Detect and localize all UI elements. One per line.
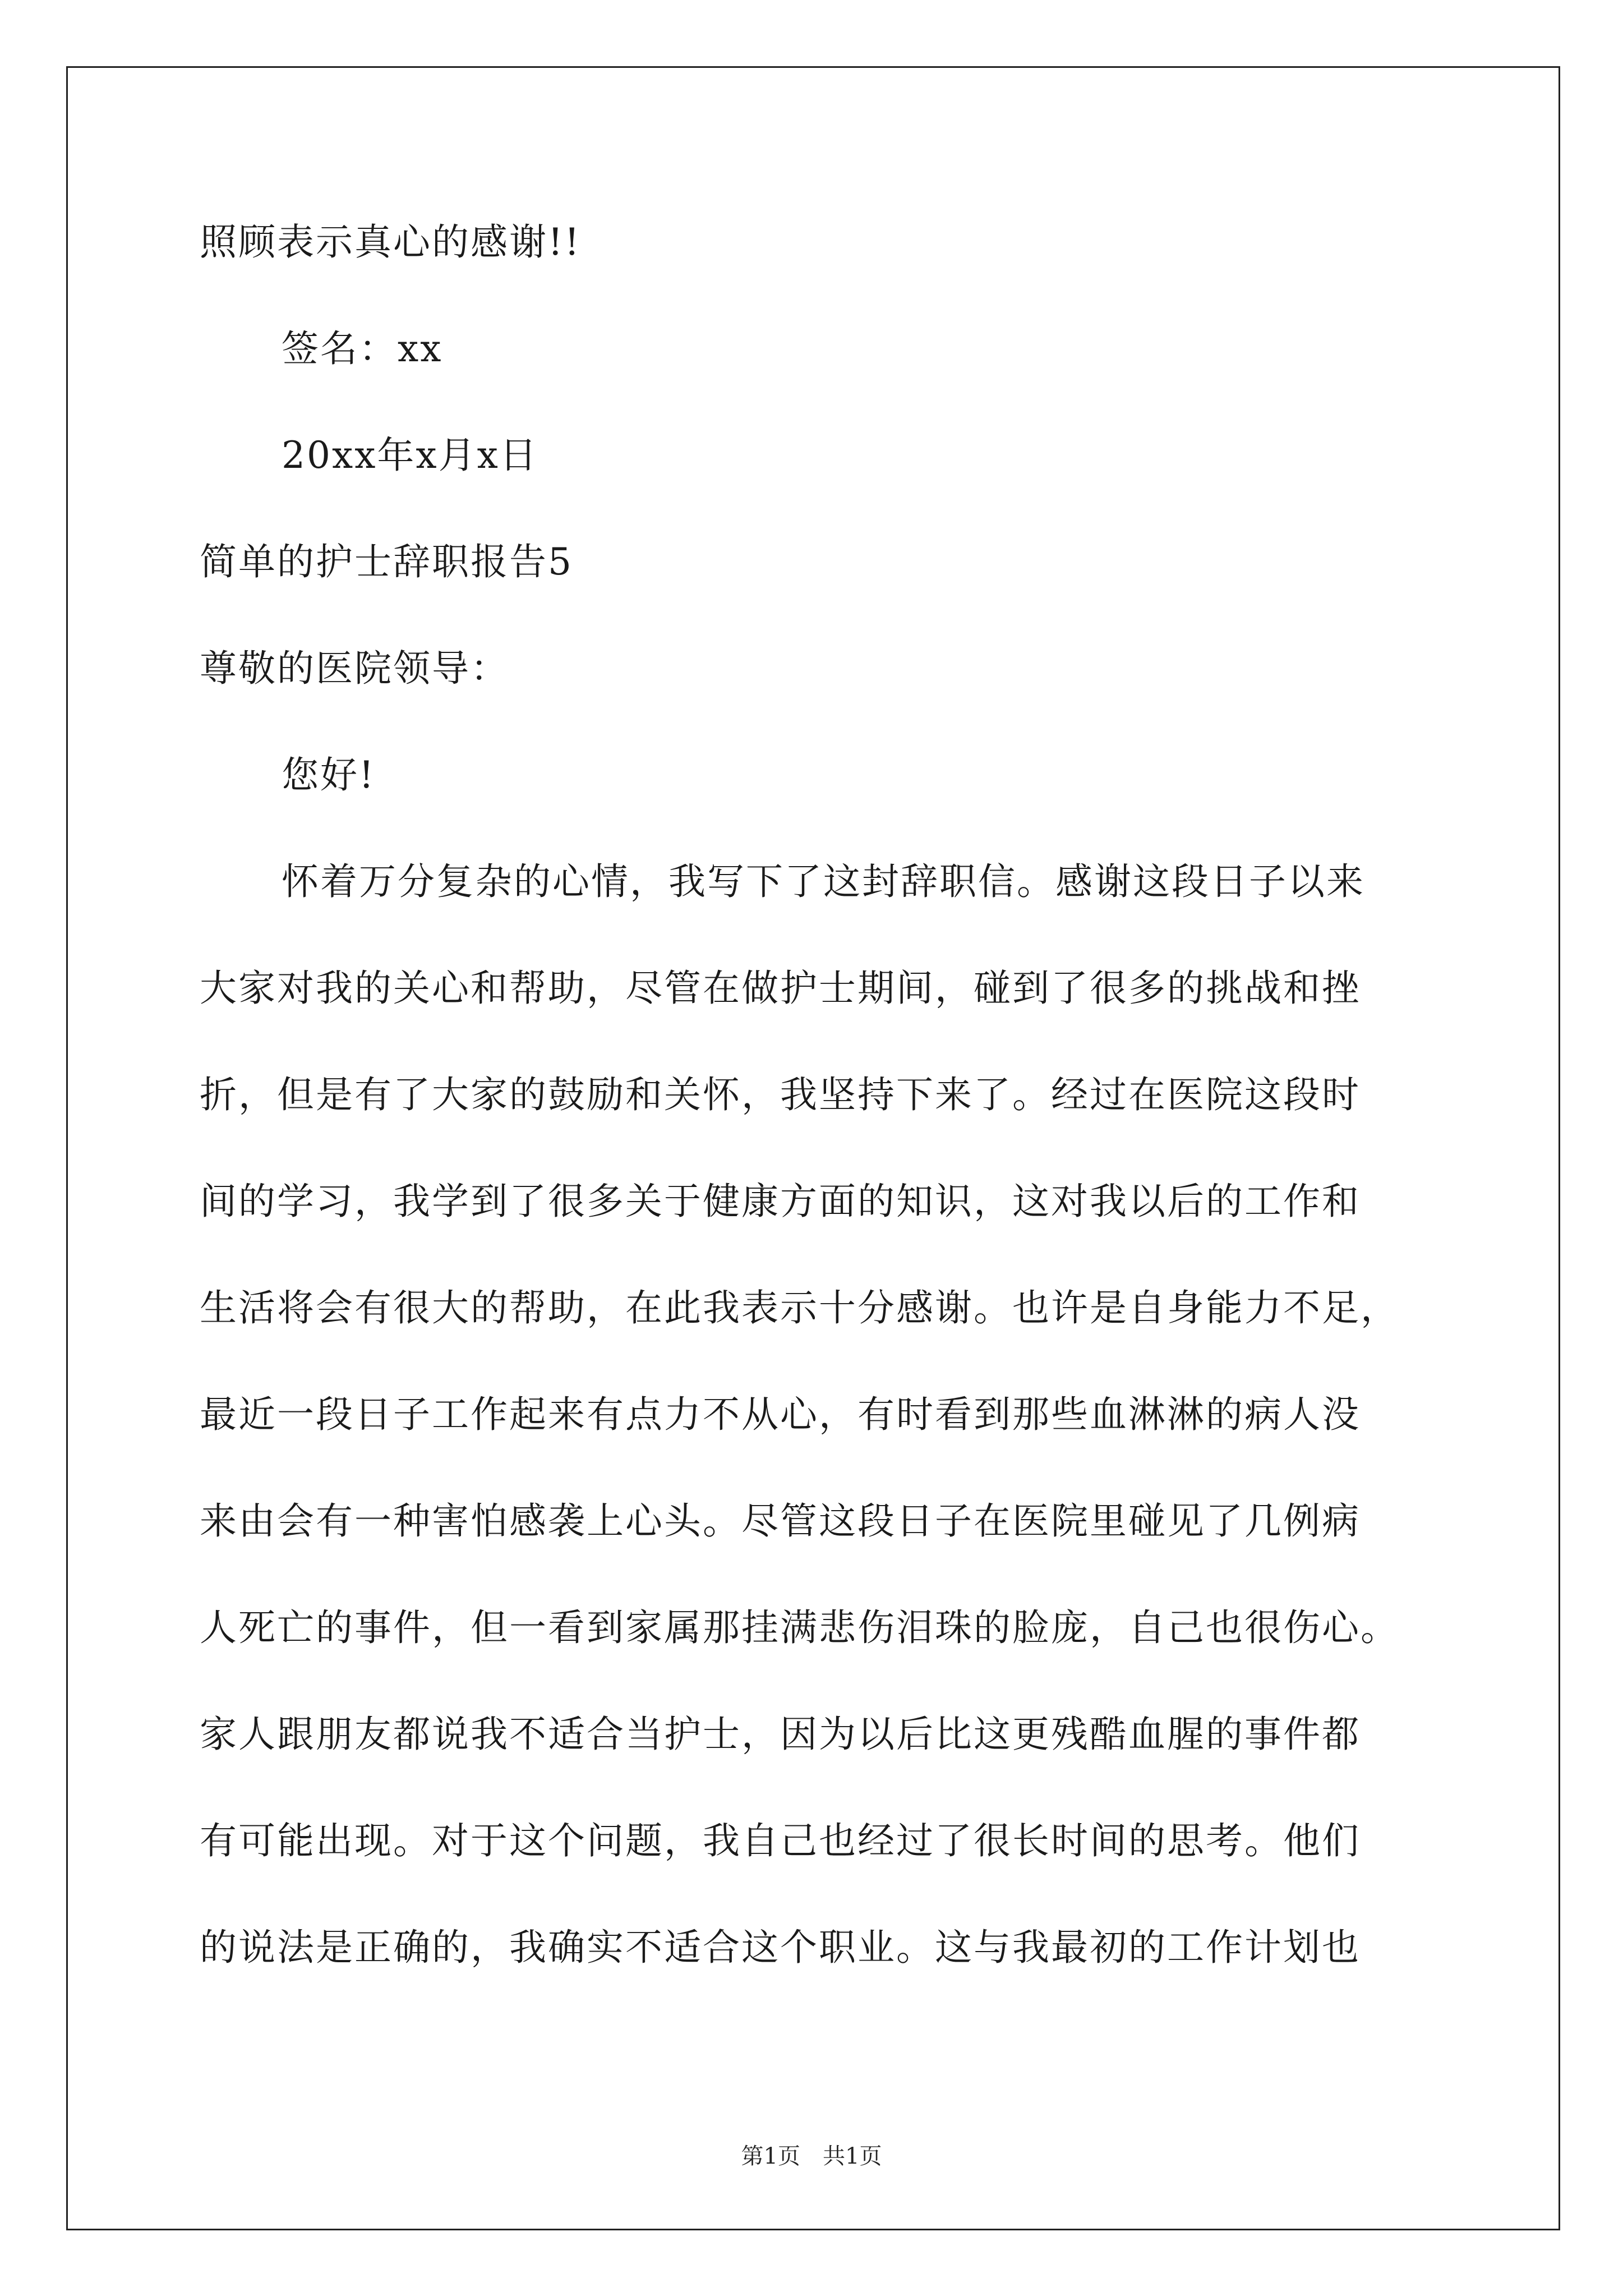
text-line-closing-thanks: 照顾表示真心的感谢!! bbox=[200, 220, 582, 264]
page-number-total: 共1页 bbox=[823, 2143, 882, 2169]
text-line-date: 20xx年x月x日 bbox=[282, 434, 538, 477]
page-number-current: 第1页 bbox=[741, 2143, 800, 2169]
paragraph-line: 来由会有一种害怕感袭上心头。尽管这段日子在医院里碰见了几例病 bbox=[200, 1499, 1361, 1543]
paragraph-line: 生活将会有很大的帮助，在此我表示十分感谢。也许是自身能力不足， bbox=[200, 1286, 1399, 1329]
paragraph-line: 的说法是正确的，我确实不适合这个职业。这与我最初的工作计划也 bbox=[200, 1926, 1361, 1969]
paragraph-line: 人死亡的事件，但一看到家属那挂满悲伤泪珠的脸庞，自己也很伤心。 bbox=[200, 1606, 1399, 1649]
page-border bbox=[66, 66, 1560, 2230]
paragraph-line: 大家对我的关心和帮助，尽管在做护士期间，碰到了很多的挑战和挫 bbox=[200, 967, 1361, 1010]
section-heading: 简单的护士辞职报告5 bbox=[200, 540, 573, 583]
text-line-signature: 签名：xx bbox=[282, 327, 443, 370]
paragraph-line: 家人跟朋友都说我不适合当护士，因为以后比这更残酷血腥的事件都 bbox=[200, 1713, 1361, 1756]
paragraph-line: 有可能出现。对于这个问题，我自己也经过了很长时间的思考。他们 bbox=[200, 1819, 1361, 1862]
paragraph-line: 最近一段日子工作起来有点力不从心，有时看到那些血淋淋的病人没 bbox=[200, 1393, 1361, 1436]
paragraph-line: 怀着万分复杂的心情，我写下了这封辞职信。感谢这段日子以来 bbox=[282, 860, 1365, 903]
text-line-greeting: 您好! bbox=[282, 753, 376, 797]
page-footer bbox=[0, 2138, 1623, 2170]
paragraph-line: 间的学习，我学到了很多关于健康方面的知识，这对我以后的工作和 bbox=[200, 1180, 1361, 1223]
paragraph-line: 折，但是有了大家的鼓励和关怀，我坚持下来了。经过在医院这段时 bbox=[200, 1073, 1361, 1116]
text-line-salutation: 尊敬的医院领导： bbox=[200, 647, 509, 690]
